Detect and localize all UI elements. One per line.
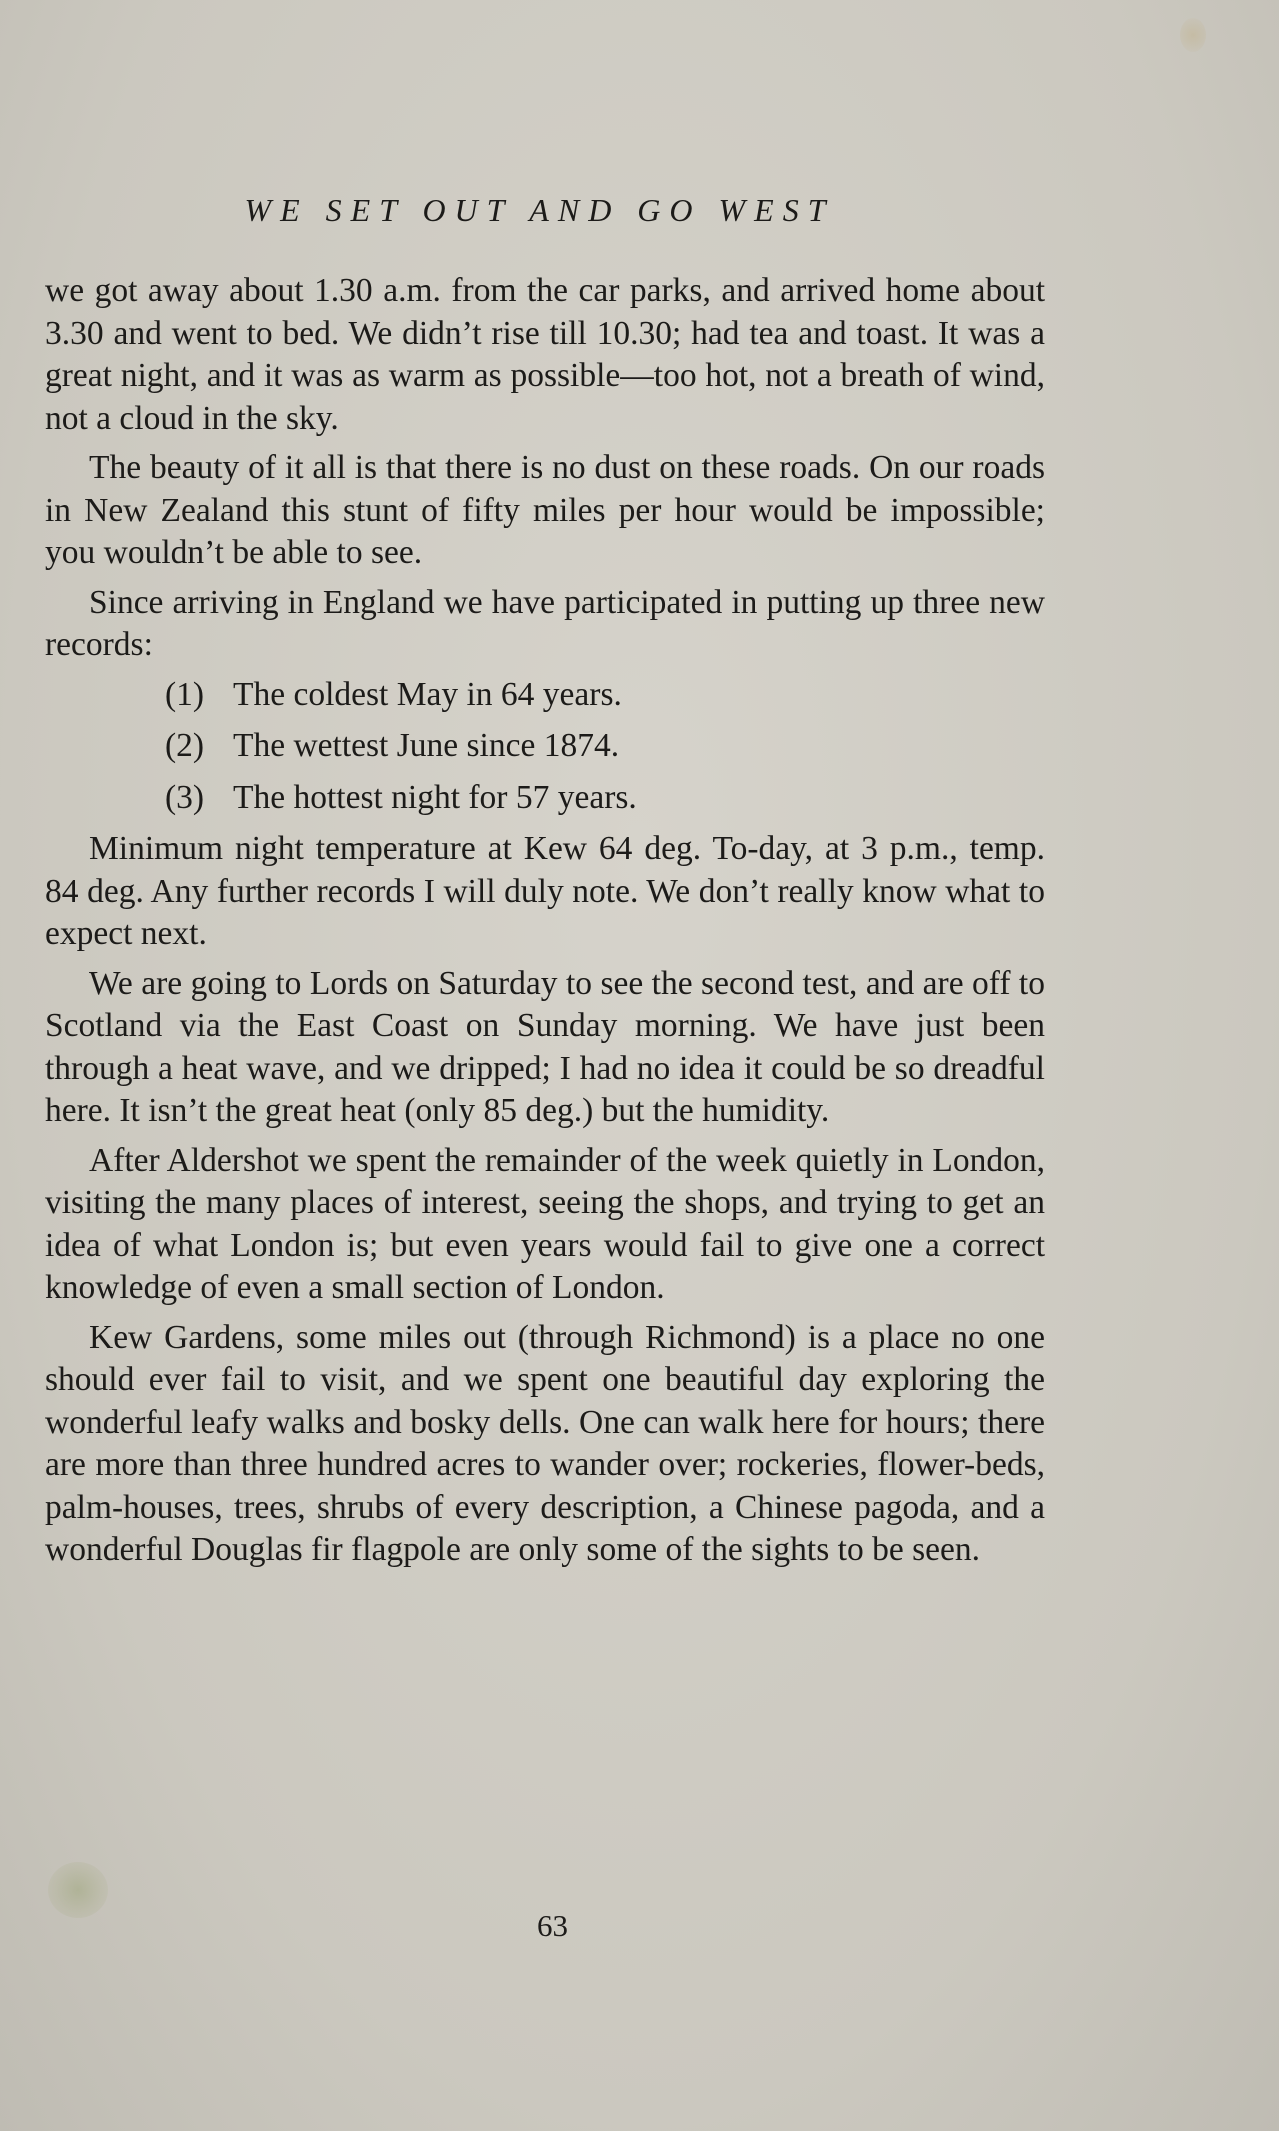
list-item xyxy=(45,725,1045,768)
running-head xyxy=(0,190,1279,230)
list-item xyxy=(45,777,1045,820)
paragraph-5: We are going to Lords on Saturday to see the second test, and are off to Scotland via the East Coast on Sunday morning. We have just been through a heat wave, and we dripped; I had no idea it could be so dreadful here. It isn’t the great heat (only 85 deg.) but the humidity. xyxy=(45,964,1045,1129)
list-item-number: (1) xyxy=(165,675,205,713)
records-list xyxy=(45,674,1045,820)
page-number-text: 63 xyxy=(537,1908,568,1943)
list-item xyxy=(45,674,1045,717)
paragraph-6: After Aldershot we spent the remainder of the week quietly in London, visiting the many places of interest, seeing the shops, and trying to get an idea of what London is; but even years would fail to give one a correct knowledge of even a small section of London. xyxy=(45,1141,1045,1306)
paragraph-4: Minimum night temperature at Kew 64 deg. To-day, at 3 p.m., temp. 84 deg. Any further records I will duly note. We don’t really know what to expect next. xyxy=(45,830,1045,952)
page-number xyxy=(0,1908,1279,1944)
paper-stain xyxy=(1180,18,1206,52)
list-item-text: The hottest night for 57 years. xyxy=(233,778,637,816)
list-item-number: (3) xyxy=(165,778,205,816)
paragraph-2: The beauty of it all is that there is no dust on these roads. On our roads in New Zealand this stunt of fifty miles per hour would be impossible; you wouldn’t be able to see. xyxy=(45,449,1045,571)
paragraph-7: Kew Gardens, some miles out (through Richmond) is a place no one should ever fail to visit, and we spent one beautiful day exploring the wonderful leafy walks and bosky dells. One can walk here for hours; there are more than three hundred acres to wander over; rockeries, flower-beds, palm-houses, trees, shrubs of every description, a Chinese pagoda, and a wonderful Douglas fir flagpole are only some of the sights to be seen. xyxy=(45,1318,1045,1568)
paragraph-1: we got away about 1.30 a.m. from the car parks, and arrived home about 3.30 and went to bed. We didn’t rise till 10.30; had tea and toast. It was a great night, and it was as warm as possible—too hot, not a breath of wind, not a cloud in the sky. xyxy=(45,272,1045,437)
body-text xyxy=(45,270,1045,1579)
paragraph-3: Since arriving in England we have participated in putting up three new records: xyxy=(45,583,1045,663)
list-item-text: The wettest June since 1874. xyxy=(233,727,620,764)
list-item-text: The coldest May in 64 years. xyxy=(233,675,622,713)
list-item-number: (2) xyxy=(165,727,205,764)
running-head-text: WE SET OUT AND GO WEST xyxy=(244,192,835,228)
